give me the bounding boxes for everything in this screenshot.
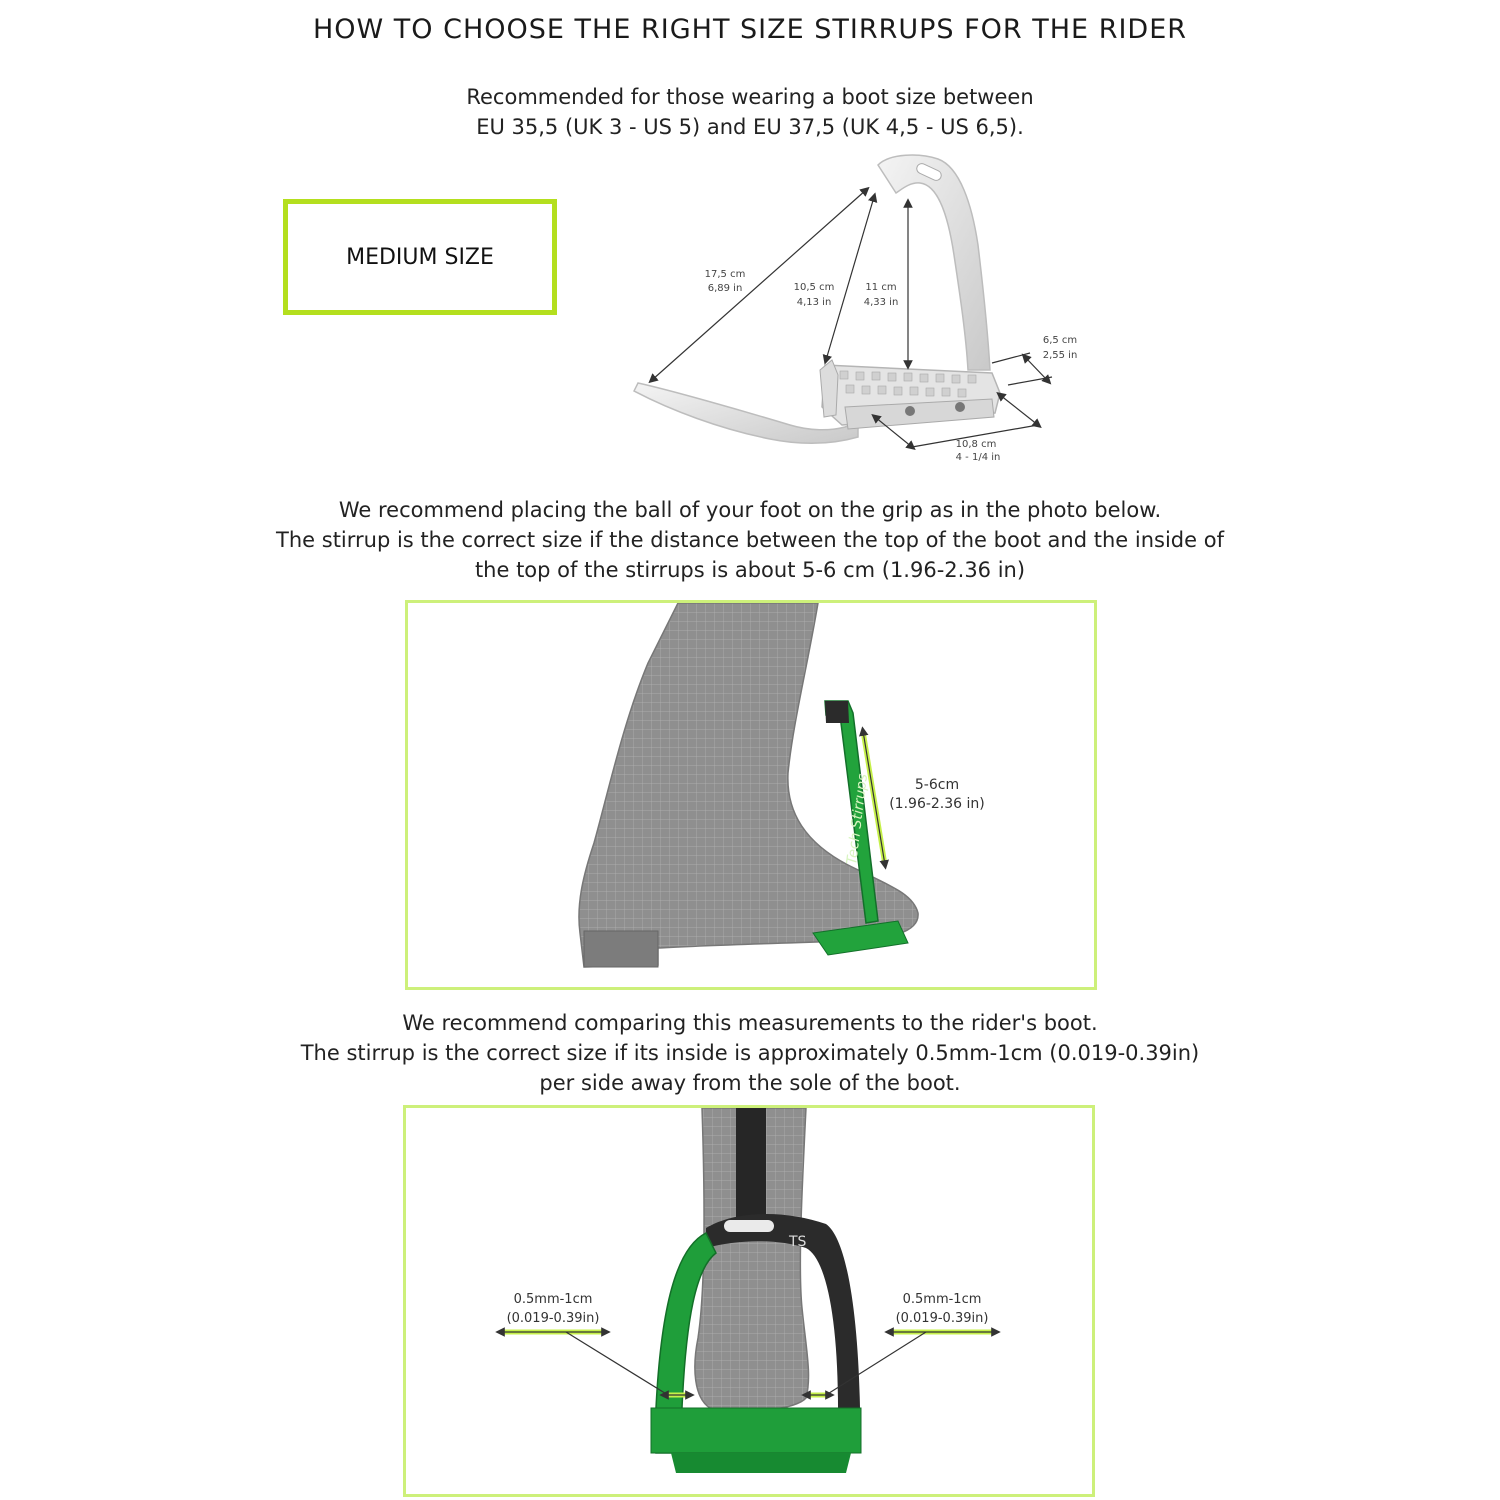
ts-logo: TS [789,1234,807,1250]
front-view-photo-frame [403,1105,1095,1497]
stirrup-brand-text: Tech Stirrups [844,772,872,866]
left-gap-label-in: (0.019-0.39in) [506,1311,600,1326]
instruction-text-1 [0,495,1500,585]
side-view-photo-frame [405,600,1097,990]
instruction-text-2 [0,1008,1500,1098]
instruction-2-line-1: We recommend comparing this measurements to the rider's boot. [402,1011,1098,1035]
measure-label-in: (1.96-2.36 in) [889,796,985,812]
right-gap-label-in: (0.019-0.39in) [895,1311,989,1326]
stirrup-dimension-diagram [620,145,1100,470]
page-title: HOW TO CHOOSE THE RIGHT SIZE STIRRUPS FOR THE RIDER [312,14,1188,45]
size-label: MEDIUM SIZE [346,244,494,270]
intro-line-2: EU 35,5 (UK 3 - US 5) and EU 37,5 (UK 4,5 - US 6,5). [476,115,1024,139]
dim-label-width-in: 2,55 in [1042,350,1078,361]
instruction-1-line-2: The stirrup is the correct size if the distance between the top of the boot and the inside of [276,528,1224,552]
dim-label-height-in: 4,33 in [863,297,899,308]
dim-label-inner-cm: 10,5 cm [793,282,835,293]
instruction-1-line-1: We recommend placing the ball of your foot on the grip as in the photo below. [338,498,1162,522]
side-view-illustration [408,603,1094,987]
front-view-illustration [406,1108,1092,1494]
size-box [283,199,557,315]
instruction-2-line-3: per side away from the sole of the boot. [539,1071,961,1095]
dim-label-length-in: 4 - 1/4 in [955,452,1001,463]
measure-label-cm: 5-6cm [914,777,960,793]
left-gap-label: 0.5mm-1cm [513,1292,593,1307]
intro-text [0,82,1500,142]
dim-label-diagonal-cm: 17,5 cm [704,269,746,280]
dim-label-width-cm: 6,5 cm [1042,335,1078,346]
instruction-2-line-2: The stirrup is the correct size if its inside is approximately 0.5mm-1cm (0.019-0.39in) [300,1041,1200,1065]
intro-line-1: Recommended for those wearing a boot size between [466,85,1034,109]
instruction-1-line-3: the top of the stirrups is about 5-6 cm (1.96-2.36 in) [474,558,1026,582]
dim-label-inner-in: 4,13 in [796,297,832,308]
dim-label-height-cm: 11 cm [865,282,897,293]
right-gap-label: 0.5mm-1cm [902,1292,982,1307]
dim-label-diagonal-in: 6,89 in [707,283,743,294]
dim-label-length-cm: 10,8 cm [955,439,997,450]
